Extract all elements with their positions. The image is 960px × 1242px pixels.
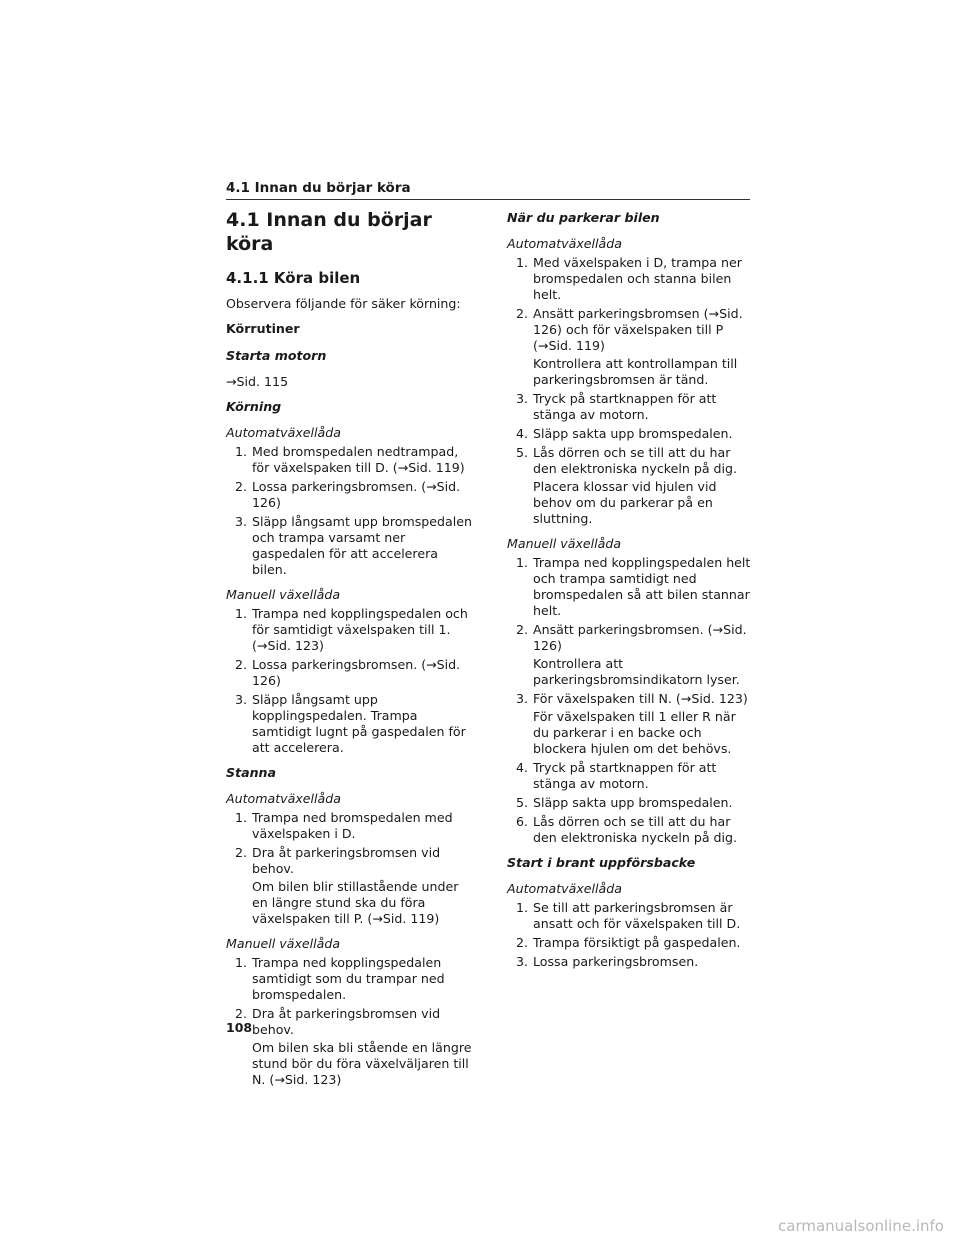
korning-manual-list <box>226 606 476 756</box>
step-text: Ansätt parkeringsbromsen (→Sid. 126) och för växelspaken till P (→Sid. 119) <box>533 306 743 353</box>
step-text: Trampa ned kopplingspedalen helt och trampa samtidigt ned bromspedalen så att bilen stannar helt. <box>533 555 751 618</box>
list-item <box>235 657 476 689</box>
step-text: Ansätt parkeringsbromsen. (→Sid. 126) <box>533 622 747 653</box>
step-text: Lossa parkeringsbromsen. (→Sid. 126) <box>252 657 461 688</box>
intro-text: Observera följande för säker körning: <box>226 296 461 311</box>
page-number: 108 <box>226 1020 253 1035</box>
section-title: Körrutiner <box>226 321 300 336</box>
list-item <box>235 845 476 927</box>
step-text: För växelspaken till N. (→Sid. 123) <box>533 691 748 706</box>
step-text: Lossa parkeringsbromsen. <box>533 954 699 969</box>
step-number: 4. <box>516 760 529 775</box>
stanna-manual-label: Manuell växellåda <box>226 936 341 951</box>
step-number: 1. <box>235 444 248 459</box>
list-item <box>516 935 753 951</box>
list-item <box>516 691 753 757</box>
step-number: 2. <box>235 657 248 672</box>
list-item <box>516 555 753 619</box>
step-number: 2. <box>235 1006 248 1021</box>
list-item <box>235 606 476 654</box>
step-note: Om bilen blir stillastående under en längre stund ska du föra växelspaken till P. (→Sid. 119) <box>252 879 459 926</box>
list-item <box>516 622 753 688</box>
list-item <box>235 1006 476 1088</box>
start-title: Starta motorn <box>226 348 327 363</box>
list-item <box>235 692 476 756</box>
stanna-auto-list <box>226 810 476 927</box>
stanna-manual-list <box>226 955 476 1088</box>
running-header: 4.1 Innan du börjar köra <box>226 180 750 200</box>
uppforsbacke-auto-label: Automatväxellåda <box>507 881 622 896</box>
uppforsbacke-title: Start i brant uppförsbacke <box>507 855 696 870</box>
parkerar-manual-label: Manuell växellåda <box>507 536 622 551</box>
step-text: Tryck på startknappen för att stänga av motorn. <box>533 760 717 791</box>
parkerar-manual-list <box>507 555 753 846</box>
step-number: 5. <box>516 795 529 810</box>
step-number: 3. <box>516 691 529 706</box>
step-number: 1. <box>516 900 529 915</box>
step-text: Tryck på startknappen för att stänga av motorn. <box>533 391 717 422</box>
step-text: Dra åt parkeringsbromsen vid behov. <box>252 1006 441 1037</box>
step-number: 3. <box>235 514 248 529</box>
step-text: Trampa ned kopplingspedalen samtidigt som du trampar ned bromspedalen. <box>252 955 445 1002</box>
step-number: 2. <box>235 479 248 494</box>
stanna-auto-label: Automatväxellåda <box>226 791 341 806</box>
step-text: Släpp långsamt upp kopplingspedalen. Trampa samtidigt lugnt på gaspedalen för att accelerera. <box>252 692 466 755</box>
uppforsbacke-auto-list <box>507 900 753 970</box>
step-number: 1. <box>235 810 248 825</box>
list-item <box>235 444 476 476</box>
step-text: Med växelspaken i D, trampa ner bromspedalen och stanna bilen helt. <box>533 255 742 302</box>
step-note: Placera klossar vid hjulen vid behov om du parkerar på en sluttning. <box>533 479 717 526</box>
left-column <box>226 208 476 1097</box>
step-text: Lås dörren och se till att du har den elektroniska nyckeln på dig. <box>533 445 738 476</box>
watermark: carmanualsonline.info <box>778 1217 944 1235</box>
step-text: Dra åt parkeringsbromsen vid behov. <box>252 845 441 876</box>
stanna-title: Stanna <box>226 765 277 780</box>
list-item <box>235 514 476 578</box>
section-heading: 4.1.1 Köra bilen <box>226 269 361 287</box>
chapter-heading: 4.1 Innan du börjar köra <box>226 209 432 255</box>
list-item <box>516 426 753 442</box>
list-item <box>235 479 476 511</box>
step-number: 2. <box>516 935 529 950</box>
list-item <box>235 955 476 1003</box>
list-item <box>516 306 753 388</box>
parkerar-auto-list <box>507 255 753 527</box>
step-text: Släpp långsamt upp bromspedalen och trampa varsamt ner gaspedalen för att accelerera bilen. <box>252 514 472 577</box>
parkerar-title: När du parkerar bilen <box>507 210 660 225</box>
step-text: Lossa parkeringsbromsen. (→Sid. 126) <box>252 479 461 510</box>
step-number: 1. <box>235 606 248 621</box>
step-number: 1. <box>516 255 529 270</box>
start-ref: →Sid. 115 <box>226 374 289 389</box>
right-column <box>507 208 753 979</box>
step-number: 2. <box>516 622 529 637</box>
parkerar-auto-label: Automatväxellåda <box>507 236 622 251</box>
step-text: Trampa försiktigt på gaspedalen. <box>533 935 741 950</box>
korning-manual-label: Manuell växellåda <box>226 587 341 602</box>
step-note: För växelspaken till 1 eller R när du parkerar i en backe och blockera hjulen om det behövs. <box>533 709 736 756</box>
step-number: 4. <box>516 426 529 441</box>
korning-auto-list <box>226 444 476 578</box>
list-item <box>516 255 753 303</box>
step-text: Lås dörren och se till att du har den elektroniska nyckeln på dig. <box>533 814 738 845</box>
korning-title: Körning <box>226 399 282 414</box>
step-note: Kontrollera att kontrollampan till parkeringsbromsen är tänd. <box>533 356 738 387</box>
korning-auto-label: Automatväxellåda <box>226 425 341 440</box>
step-number: 1. <box>235 955 248 970</box>
step-number: 3. <box>516 391 529 406</box>
list-item <box>516 391 753 423</box>
list-item <box>516 954 753 970</box>
step-number: 3. <box>235 692 248 707</box>
step-text: Med bromspedalen nedtrampad, för växelspaken till D. (→Sid. 119) <box>252 444 465 475</box>
step-number: 6. <box>516 814 529 829</box>
step-note: Om bilen ska bli stående en längre stund bör du föra växelväljaren till N. (→Sid. 123) <box>252 1040 472 1087</box>
step-number: 2. <box>516 306 529 321</box>
step-text: Trampa ned kopplingspedalen och för samtidigt växelspaken till 1. (→Sid. 123) <box>252 606 468 653</box>
list-item <box>516 814 753 846</box>
step-number: 3. <box>516 954 529 969</box>
step-text: Trampa ned bromspedalen med växelspaken i D. <box>252 810 453 841</box>
step-text: Släpp sakta upp bromspedalen. <box>533 795 733 810</box>
step-number: 5. <box>516 445 529 460</box>
step-note: Kontrollera att parkeringsbromsindikatorn lyser. <box>533 656 740 687</box>
step-number: 2. <box>235 845 248 860</box>
list-item <box>516 760 753 792</box>
list-item <box>235 810 476 842</box>
list-item <box>516 445 753 527</box>
step-number: 1. <box>516 555 529 570</box>
list-item <box>516 900 753 932</box>
list-item <box>516 795 753 811</box>
step-text: Släpp sakta upp bromspedalen. <box>533 426 733 441</box>
step-text: Se till att parkeringsbromsen är ansatt och för växelspaken till D. <box>533 900 741 931</box>
